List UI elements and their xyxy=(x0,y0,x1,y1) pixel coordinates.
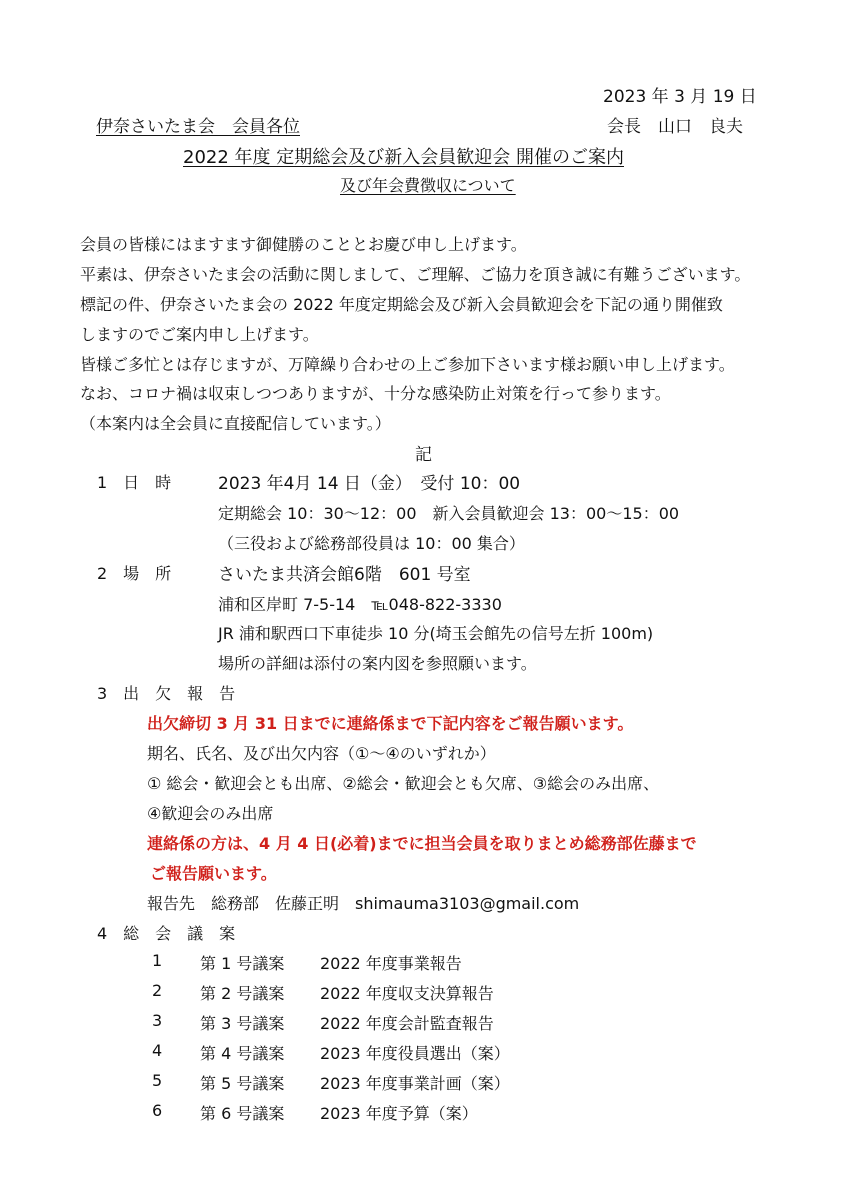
agenda-bill: 第 2 号議案 xyxy=(200,984,285,1003)
agenda-number: 3 xyxy=(152,1011,163,1030)
agenda-bill: 第 1 号議案 xyxy=(200,954,285,973)
section-date-label: 1 日 時 xyxy=(97,473,172,492)
intro-line: 標記の件、伊奈さいたま会の 2022 年度定期総会及び新入会員歓迎会を下記の通り開催致 xyxy=(80,295,723,314)
agenda-number: 6 xyxy=(152,1101,163,1120)
addressee: 伊奈さいたま会 会員各位 xyxy=(96,117,300,137)
venue-access: JR 浦和駅西口下車徒歩 10 分(埼玉会館先の信号左折 100m) xyxy=(218,624,654,643)
agenda-description: 2023 年度事業計画（案） xyxy=(320,1074,510,1093)
venue-name: さいたま共済会館6階 601 号室 xyxy=(218,565,471,585)
agenda-number: 1 xyxy=(152,951,163,970)
agenda-description: 2023 年度予算（案） xyxy=(320,1104,478,1123)
contact-instruction: ご報告願います。 xyxy=(150,864,277,883)
venue-map-note: 場所の詳細は添付の案内図を参照願います。 xyxy=(218,654,537,673)
event-schedule: 定期総会 10：30～12：00 新入会員歓迎会 13：00～15：00 xyxy=(218,504,680,523)
intro-line: なお、コロナ禍は収束しつつありますが、十分な感染防止対策を行って参ります。 xyxy=(80,384,671,403)
intro-line: しますのでご案内申し上げます。 xyxy=(80,325,319,344)
attendance-options: ④歓迎会のみ出席 xyxy=(147,804,274,823)
intro-line: （本案内は全会員に直接配信しています。） xyxy=(80,414,391,433)
intro-line: 平素は、伊奈さいたま会の活動に関しまして、ご理解、ご協力を頂き誠に有難うございます。 xyxy=(80,265,751,284)
event-staff-note: （三役および総務部役員は 10：00 集合） xyxy=(218,534,525,553)
document-date: 2023 年 3 月 19 日 xyxy=(603,87,757,107)
document-title: 2022 年度 定期総会及び新入会員歓迎会 開催のご案内 xyxy=(183,147,624,168)
event-date: 2023 年4月 14 日（金） 受付 10：00 xyxy=(218,474,521,494)
intro-line: 会員の皆様にはますます御健勝のこととお慶び申し上げます。 xyxy=(80,235,527,254)
agenda-description: 2022 年度事業報告 xyxy=(320,954,462,973)
agenda-description: 2022 年度会計監査報告 xyxy=(320,1014,494,1033)
attendance-deadline: 出欠締切 3 月 31 日までに連絡係まで下記内容をご報告願います。 xyxy=(147,714,634,733)
agenda-number: 4 xyxy=(152,1041,163,1060)
attendance-options: ① 総会・歓迎会とも出席、②総会・歓迎会とも欠席、③総会のみ出席、 xyxy=(147,774,660,793)
agenda-description: 2022 年度収支決算報告 xyxy=(320,984,494,1003)
ki-heading: 記 xyxy=(415,445,432,465)
section-agenda-label: 4 総 会 議 案 xyxy=(97,924,236,943)
report-to: 報告先 総務部 佐藤正明 shimauma3103@gmail.com xyxy=(147,894,580,913)
document-subtitle: 及び年会費徴収について xyxy=(340,176,516,195)
sender: 会長 山口 良夫 xyxy=(607,117,743,137)
agenda-bill: 第 5 号議案 xyxy=(200,1074,285,1093)
section-place-label: 2 場 所 xyxy=(97,564,172,583)
venue-address: 浦和区岸町 7-5-14 ℡048-822-3330 xyxy=(218,595,502,614)
agenda-number: 5 xyxy=(152,1071,163,1090)
agenda-bill: 第 6 号議案 xyxy=(200,1104,285,1123)
section-attendance-label: 3 出 欠 報 告 xyxy=(97,684,236,703)
attendance-info: 期名、氏名、及び出欠内容（①～④のいずれか） xyxy=(147,744,496,763)
agenda-bill: 第 4 号議案 xyxy=(200,1044,285,1063)
agenda-bill: 第 3 号議案 xyxy=(200,1014,285,1033)
contact-instruction: 連絡係の方は、4 月 4 日(必着)までに担当会員を取りまとめ総務部佐藤まで xyxy=(147,834,697,853)
agenda-description: 2023 年度役員選出（案） xyxy=(320,1044,510,1063)
intro-line: 皆様ご多忙とは存じますが、万障繰り合わせの上ご参加下さいます様お願い申し上げます。 xyxy=(80,355,735,374)
agenda-number: 2 xyxy=(152,981,163,1000)
